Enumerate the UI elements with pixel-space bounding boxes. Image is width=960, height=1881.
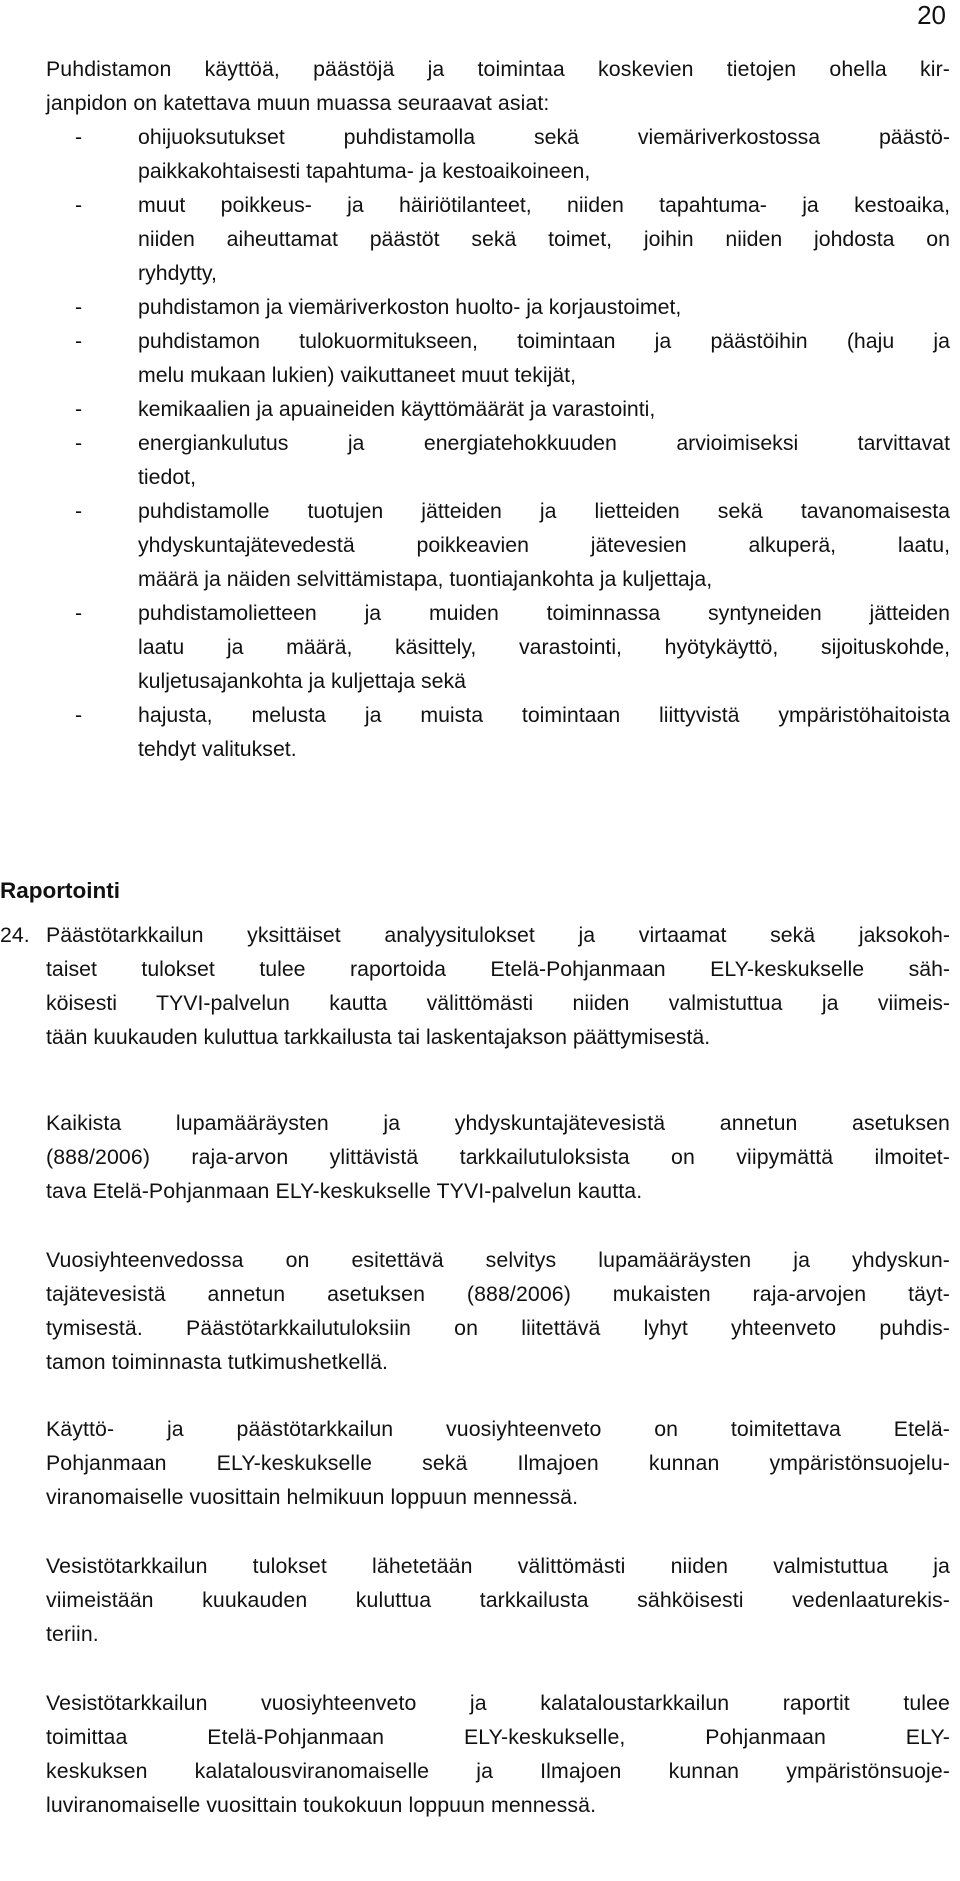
section-heading: Raportointi <box>0 878 120 903</box>
text-line: tiedot, <box>138 465 197 489</box>
list-dash: - <box>75 329 83 353</box>
text-line: taiset tulokset tulee raportoida Etelä-Pohjanmaan ELY-keskukselle säh- <box>46 957 950 981</box>
bookkeeping-list <box>46 120 950 766</box>
item-number: 24. <box>0 923 30 947</box>
text-line: muut poikkeus- ja häiriötilanteet, niiden tapahtuma- ja kestoaika, <box>138 193 950 217</box>
text-line: niiden aiheuttamat päästöt sekä toimet, joihin niiden johdosta on <box>138 227 950 251</box>
text-line: Päästötarkkailun yksittäiset analyysitulokset ja virtaamat sekä jaksokoh- <box>46 923 950 947</box>
text-line: (888/2006) raja-arvon ylittävistä tarkkailutuloksista on viipymättä ilmoitet- <box>46 1145 950 1169</box>
list-item <box>46 426 950 494</box>
paragraph-fisheries-reports <box>46 1686 950 1822</box>
list-dash: - <box>75 499 83 523</box>
text-line: ryhdytty, <box>138 261 217 285</box>
text-line: kuljetusajankohta ja kuljettaja sekä <box>138 669 466 693</box>
list-item <box>46 392 950 426</box>
text-line: toimittaa Etelä-Pohjanmaan ELY-keskukselle, Pohjanmaan ELY- <box>46 1725 950 1749</box>
text-line: tamon toiminnasta tutkimushetkellä. <box>46 1350 389 1374</box>
text-line: hajusta, melusta ja muista toimintaan liittyvistä ympäristöhaitoista <box>138 703 950 727</box>
text-line: yhdyskuntajätevedestä poikkeavien jätevesien alkuperä, laatu, <box>138 533 950 557</box>
list-item <box>46 698 950 766</box>
text-line: paikkakohtaisesti tapahtuma- ja kestoaikoineen, <box>138 159 591 183</box>
text-line: Vesistötarkkailun tulokset lähetetään välittömästi niiden valmistuttua ja <box>46 1554 950 1578</box>
text-line: Pohjanmaan ELY-keskukselle sekä Ilmajoen kunnan ympäristönsuojelu- <box>46 1451 950 1475</box>
text-line: puhdistamon tulokuormitukseen, toimintaan ja päästöihin (haju ja <box>138 329 950 353</box>
text-line: puhdistamon ja viemäriverkoston huolto- ja korjaustoimet, <box>138 295 682 319</box>
text-line: tään kuukauden kuluttua tarkkailusta tai laskentajakson päättymisestä. <box>46 1025 711 1049</box>
paragraph-annual-delivery <box>46 1412 950 1514</box>
text-line: Käyttö- ja päästötarkkailun vuosiyhteenveto on toimitettava Etelä- <box>46 1417 950 1441</box>
list-dash: - <box>75 431 83 455</box>
list-dash: - <box>75 193 83 217</box>
paragraph-water-monitoring <box>46 1549 950 1651</box>
text-line: luviranomaiselle vuosittain toukokuun loppuun mennessä. <box>46 1793 597 1817</box>
text-line: teriin. <box>46 1622 99 1646</box>
text-line: kemikaalien ja apuaineiden käyttömäärät ja varastointi, <box>138 397 656 421</box>
list-dash: - <box>75 295 83 319</box>
list-item <box>46 494 950 596</box>
list-item <box>46 290 950 324</box>
text-line: Vuosiyhteenvedossa on esitettävä selvitys lupamääräysten ja yhdyskun- <box>46 1248 950 1272</box>
text-line: tehdyt valitukset. <box>138 737 297 761</box>
text-line: määrä ja näiden selvittämistapa, tuontiajankohta ja kuljettaja, <box>138 567 713 591</box>
text-line: Kaikista lupamääräysten ja yhdyskuntajätevesistä annetun asetuksen <box>46 1111 950 1135</box>
text-line: melu mukaan lukien) vaikuttaneet muut tekijät, <box>138 363 576 387</box>
text-line: tajätevesistä annetun asetuksen (888/2006) mukaisten raja-arvojen täyt- <box>46 1282 950 1306</box>
list-item <box>46 324 950 392</box>
text-line: energiankulutus ja energiatehokkuuden arvioimiseksi tarvittavat <box>138 431 950 455</box>
paragraph-limit-exceedance <box>46 1106 950 1208</box>
text-line: laatu ja määrä, käsittely, varastointi, hyötykäyttö, sijoituskohde, <box>138 635 950 659</box>
list-dash: - <box>75 125 83 149</box>
text-line: keskuksen kalatalousviranomaiselle ja Ilmajoen kunnan ympäristönsuoje- <box>46 1759 950 1783</box>
item-24-text <box>46 918 950 1054</box>
text-line: puhdistamolle tuotujen jätteiden ja lietteiden sekä tavanomaisesta <box>138 499 950 523</box>
intro-paragraph <box>46 52 950 120</box>
text-line: Puhdistamon käyttöä, päästöjä ja toimintaa koskevien tietojen ohella kir- <box>46 57 950 81</box>
text-line: Vesistötarkkailun vuosiyhteenveto ja kalataloustarkkailun raportit tulee <box>46 1691 950 1715</box>
page-number: 20 <box>917 0 946 30</box>
text-line: tava Etelä-Pohjanmaan ELY-keskukselle TYVI-palvelun kautta. <box>46 1179 643 1203</box>
text-line: janpidon on katettava muun muassa seuraavat asiat: <box>46 91 550 115</box>
paragraph-annual-summary <box>46 1243 950 1379</box>
text-line: ohijuoksutukset puhdistamolla sekä viemäriverkostossa päästö- <box>138 125 950 149</box>
list-item <box>46 188 950 290</box>
list-dash: - <box>75 703 83 727</box>
text-line: viranomaiselle vuosittain helmikuun loppuun mennessä. <box>46 1485 579 1509</box>
list-item <box>46 596 950 698</box>
list-dash: - <box>75 397 83 421</box>
text-line: puhdistamolietteen ja muiden toiminnassa syntyneiden jätteiden <box>138 601 950 625</box>
text-line: viimeistään kuukauden kuluttua tarkkailusta sähköisesti vedenlaaturekis- <box>46 1588 950 1612</box>
list-dash: - <box>75 601 83 625</box>
text-line: köisesti TYVI-palvelun kautta välittömästi niiden valmistuttua ja viimeis- <box>46 991 950 1015</box>
list-item <box>46 120 950 188</box>
text-line: tymisestä. Päästötarkkailutuloksiin on liitettävä lyhyt yhteenveto puhdis- <box>46 1316 950 1340</box>
